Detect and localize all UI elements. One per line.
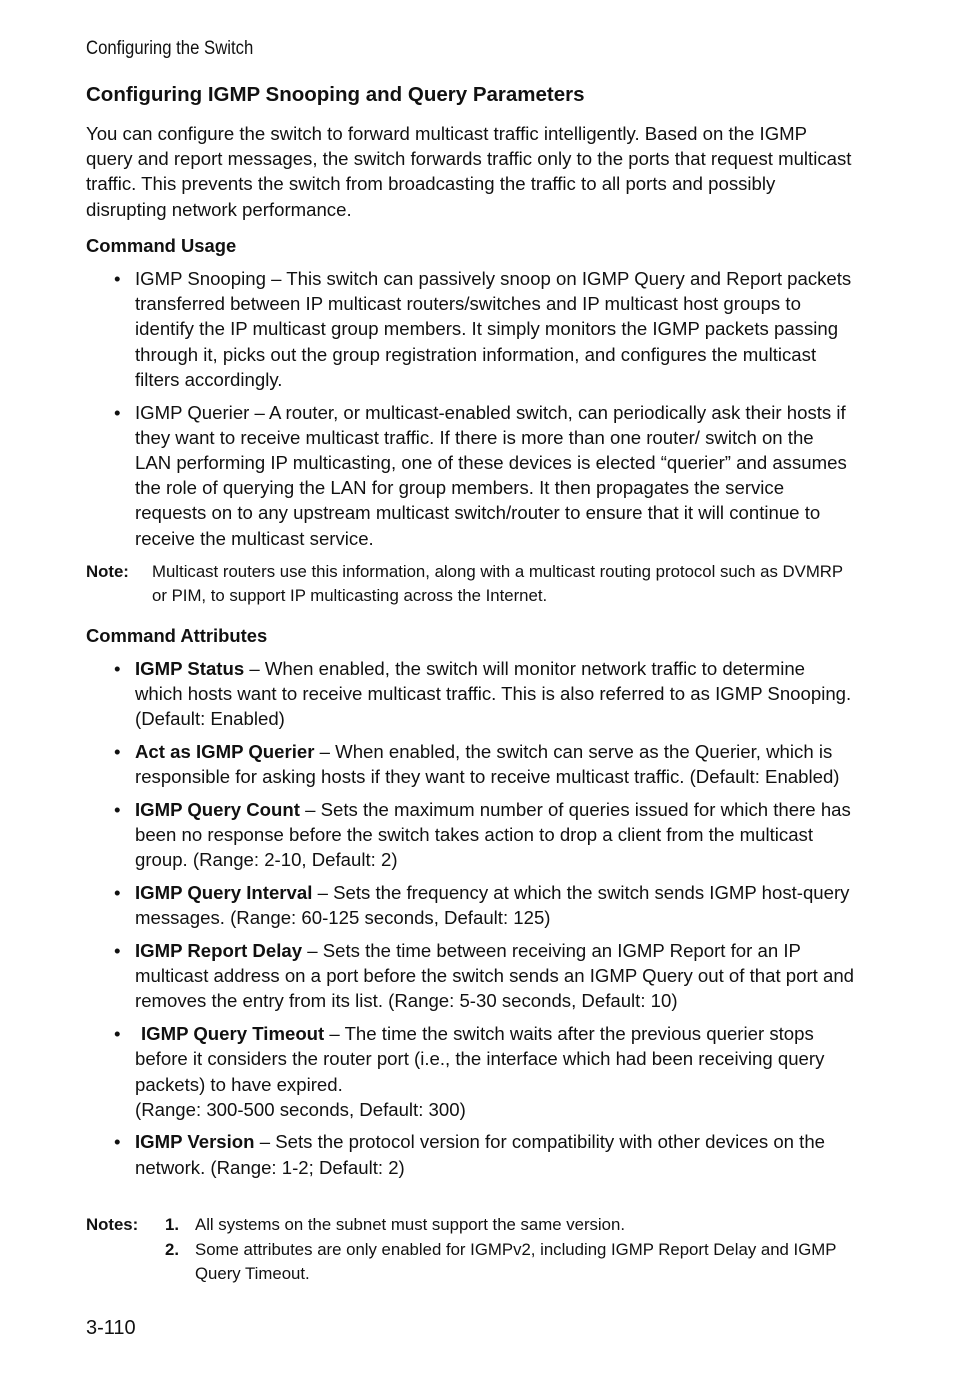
list-item-text: IGMP Snooping – This switch can passively snoop on IGMP Query and Report packets transferred between IP multicast routers/switches and IP multicast host groups to identify the IP multicast group members. It simply monitors the IGMP packets passing through it, picks out the group registration information, and configures the multicast filters accordingly.: [135, 268, 852, 390]
attribute-range: (Range: 300-500 seconds, Default: 300): [135, 1098, 466, 1120]
list-item: [114, 656, 854, 732]
attribute-description: – The time the switch waits after the previous querier stops before it considers the router port (i.e., the interface which had been receiving query packets) to have expired.: [135, 1023, 825, 1095]
notes-box: [86, 1213, 856, 1288]
bullet-icon: •: [114, 940, 121, 962]
intro-paragraph: You can configure the switch to forward multicast traffic intelligently. Based on the IGMP query and report messages, the switch forwards traffic only to the ports that request multicast traffic. This prevents the switch from broadcasting the traffic to all ports and possibly disrupting network performance.: [86, 123, 852, 220]
bullet-icon: •: [114, 1131, 121, 1153]
note-box: [86, 560, 856, 608]
command-usage-list: [114, 266, 854, 558]
notes-label: Notes:: [86, 1215, 139, 1234]
note-item-text: All systems on the subnet must support the same version.: [195, 1215, 625, 1234]
list-item: [114, 739, 854, 789]
note-item-text: Some attributes are only enabled for IGMPv2, including IGMP Report Delay and IGMP Query Timeout.: [195, 1240, 837, 1283]
command-attributes-list: [114, 656, 854, 1187]
section-title: Configuring IGMP Snooping and Query Parameters: [86, 83, 585, 106]
note-number: 1.: [165, 1215, 179, 1234]
bullet-icon: •: [114, 658, 121, 679]
list-item: [114, 1021, 854, 1122]
command-usage-heading: Command Usage: [86, 235, 237, 256]
attribute-term: Act as IGMP Querier: [135, 741, 315, 763]
attribute-term: IGMP Query Interval: [135, 882, 313, 904]
list-item-text: IGMP Querier – A router, or multicast-enabled switch, can periodically ask their hosts if they want to receive multicast traffic. If there is more than one router/ switch on the LAN performing IP multicasting, one of these devices is elected “querier” and assumes the role of querying the LAN for group members. It then propagates the service requests on to any upstream multicast switch/router to ensure that it will continue to receive the multicast service.: [135, 401, 847, 549]
command-attributes-heading: Command Attributes: [86, 625, 268, 646]
note-text: Multicast routers use this information, along with a multicast routing protocol such as DVMRP or PIM, to support IP multicasting across the Internet.: [152, 562, 843, 605]
bullet-icon: •: [114, 882, 121, 904]
note-number: 2.: [165, 1240, 179, 1259]
list-item: [114, 400, 854, 551]
attribute-description: – Sets the protocol version for compatibility with other devices on the network. (Range: 1-2; Default: 2): [135, 1131, 826, 1178]
attribute-description: – When enabled, the switch can serve as the Querier, which is responsible for asking hosts if they want to receive multicast traffic. (Default: Enabled): [135, 741, 840, 788]
attribute-term: IGMP Query Count: [135, 799, 300, 821]
attribute-term: IGMP Version: [135, 1131, 255, 1153]
bullet-icon: •: [114, 799, 121, 821]
running-head: Configuring the Switch: [86, 38, 254, 59]
attribute-description: – When enabled, the switch will monitor network traffic to determine which hosts want to receive multicast traffic. This is also referred to as IGMP Snooping. (Default: Enabled): [135, 658, 852, 730]
attribute-description: – Sets the time between receiving an IGMP Report for an IP multicast address on a port before the switch sends an IGMP Query out of that port and removes the entry from its list. (Range: 5-30 seconds, Default: 10): [135, 940, 855, 1012]
attribute-term: IGMP Status: [135, 658, 245, 679]
list-item: [114, 1129, 854, 1179]
attribute-description: – Sets the frequency at which the switch sends IGMP host-query messages. (Range: 60-125 seconds, Default: 125): [135, 882, 850, 929]
note-label: Note:: [86, 562, 129, 581]
attribute-term: IGMP Report Delay: [135, 940, 303, 962]
list-item: [114, 938, 854, 1014]
attribute-description: – Sets the maximum number of queries issued for which there has been no response before the switch takes action to drop a client from the multicast group. (Range: 2-10, Default: 2): [135, 799, 851, 871]
list-item: [114, 880, 854, 930]
page-number: 3-110: [86, 1317, 136, 1339]
list-item: [114, 266, 854, 392]
bullet-icon: •: [114, 1023, 121, 1045]
bullet-icon: •: [114, 741, 121, 763]
attribute-term: IGMP Query Timeout: [141, 1023, 325, 1045]
list-item: [114, 797, 854, 873]
bullet-icon: •: [114, 401, 121, 423]
bullet-icon: •: [114, 268, 121, 289]
